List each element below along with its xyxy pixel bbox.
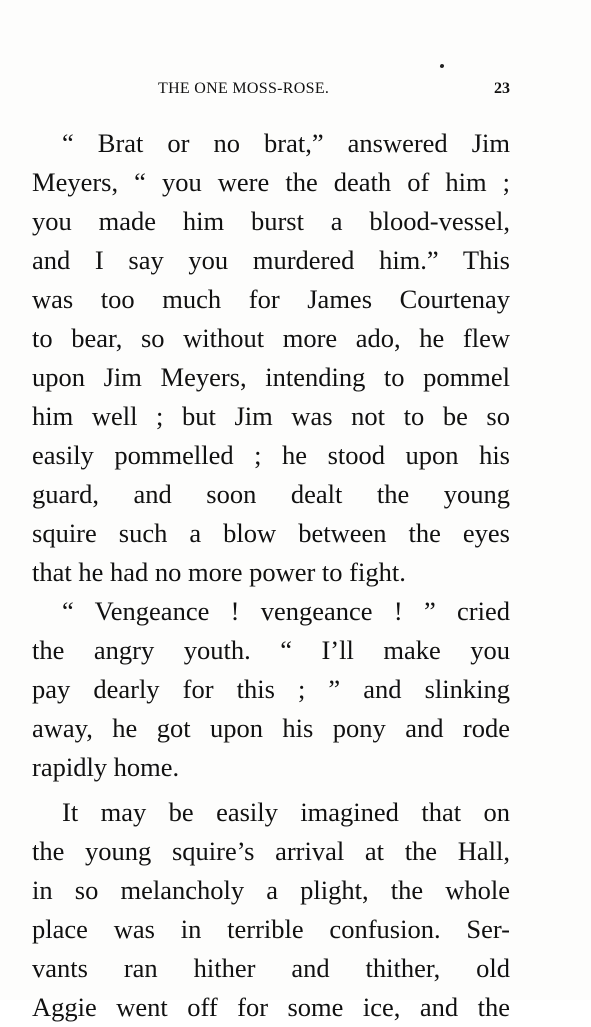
text-line: the angry youth. “ I’ll make you <box>32 635 510 665</box>
text-line: pay dearly for this ; ” and slinking <box>32 674 510 704</box>
paragraph <box>32 124 510 592</box>
text-line: and I say you murdered him.” This <box>32 245 510 275</box>
text-line: Aggie went off for some ice, and the <box>32 992 510 1022</box>
text-line: that he had no more power to fight. <box>32 557 406 587</box>
text-line: the young squire’s arrival at the Hall, <box>32 836 510 866</box>
page-number: 23 <box>494 80 510 97</box>
paragraph <box>32 592 510 787</box>
text-line: “ Brat or no brat,” answered Jim <box>62 128 510 158</box>
text-line: place was in terrible confusion. Ser- <box>32 914 510 944</box>
text-line: in so melancholy a plight, the whole <box>32 875 510 905</box>
text-line: you made him burst a blood-vessel, <box>32 206 510 236</box>
text-line: Meyers, “ you were the death of him ; <box>32 167 510 197</box>
ink-speck <box>439 63 444 68</box>
text-line: guard, and soon dealt the young <box>32 479 510 509</box>
text-line: him well ; but Jim was not to be so <box>32 401 510 431</box>
text-line: easily pommelled ; he stood upon his <box>32 440 510 470</box>
body-text <box>32 124 510 1027</box>
text-line: upon Jim Meyers, intending to pommel <box>32 362 510 392</box>
text-line: was too much for James Courtenay <box>32 284 510 314</box>
text-line: away, he got upon his pony and rode <box>32 713 510 743</box>
text-line: squire such a blow between the eyes <box>32 518 510 548</box>
page-header <box>32 80 510 104</box>
text-line: to bear, so without more ado, he flew <box>32 323 510 353</box>
text-line: vants ran hither and thither, old <box>32 953 510 983</box>
text-line: It may be easily imagined that on <box>62 797 510 827</box>
text-line: “ Vengeance ! vengeance ! ” cried <box>62 596 510 626</box>
text-line: rapidly home. <box>32 752 180 782</box>
running-title: THE ONE MOSS-ROSE. <box>158 80 330 97</box>
paragraph <box>32 793 510 1027</box>
